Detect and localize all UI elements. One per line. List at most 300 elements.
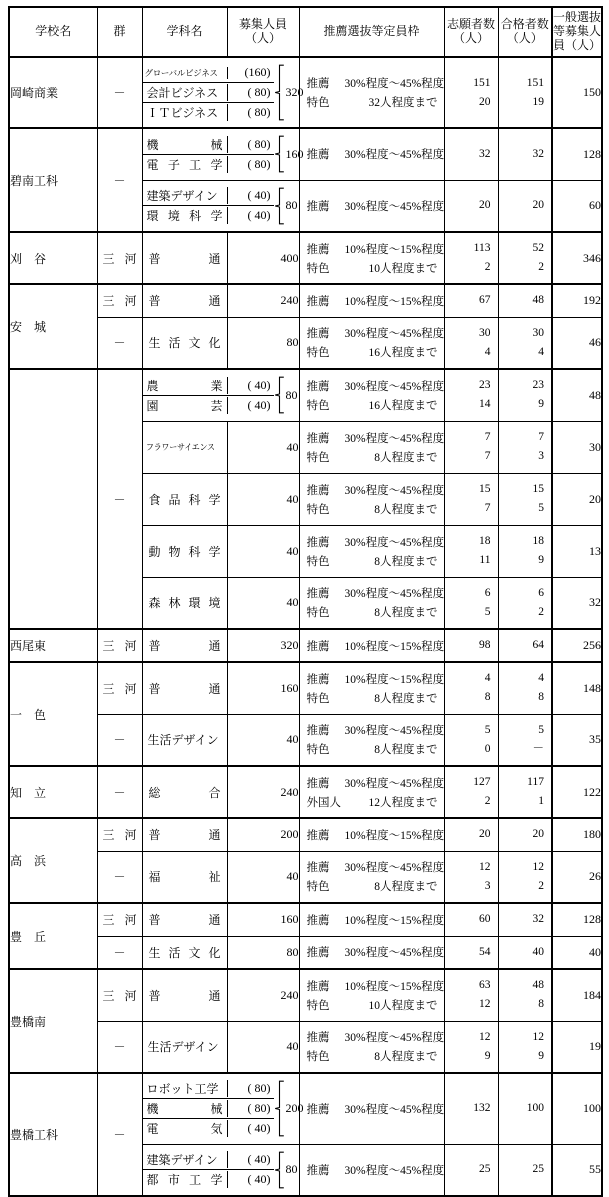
applicants-cell bbox=[444, 473, 498, 525]
applicants-cell bbox=[444, 629, 498, 662]
applicants-cell bbox=[444, 851, 498, 903]
recommendation-frame-cell bbox=[299, 662, 444, 714]
department-name: 普 通 bbox=[148, 639, 221, 653]
sub-department-name: 建築デザイン bbox=[143, 1151, 228, 1168]
frame-label: 推薦 bbox=[306, 829, 330, 842]
applicants-value: 132 bbox=[473, 1102, 491, 1115]
frame-line bbox=[300, 773, 444, 792]
general-selection-cell: 128 bbox=[552, 903, 602, 936]
general-selection-cell: 19 bbox=[552, 1021, 602, 1073]
sub-department-quota: ( 40) bbox=[247, 377, 271, 392]
quota-cell: 240 bbox=[227, 969, 299, 1021]
department-name: 森 林 環 境 bbox=[148, 596, 221, 611]
quota-cell: 400 bbox=[227, 232, 299, 284]
sub-department-row bbox=[143, 1119, 274, 1138]
frame-line bbox=[300, 343, 444, 362]
department-cell bbox=[142, 903, 227, 936]
header-quota-line2: （人） bbox=[244, 31, 281, 45]
sub-department-name: 農 業 bbox=[143, 377, 228, 394]
school-name: 知 立 bbox=[10, 785, 47, 800]
sub-department-quota: ( 80) bbox=[247, 156, 271, 171]
frame-line bbox=[300, 145, 444, 164]
header-applicants bbox=[444, 7, 498, 57]
quota-cell: 80 bbox=[227, 936, 299, 969]
applicants-value: 7 bbox=[484, 502, 491, 514]
passed-value: 5 bbox=[538, 502, 544, 514]
admissions-table bbox=[8, 6, 603, 1197]
department-cell bbox=[142, 473, 227, 525]
gun-value: － bbox=[113, 1128, 126, 1142]
sub-department-quota: ( 40) bbox=[247, 1152, 271, 1167]
frame-value: 30%程度～45%程度 bbox=[344, 1164, 445, 1177]
applicants-cell bbox=[444, 969, 498, 1021]
school-name: 一 色 bbox=[10, 707, 47, 722]
department-name: 食 品 科 学 bbox=[148, 492, 221, 507]
passed-value: 30 bbox=[532, 326, 544, 339]
passed-value: 9 bbox=[538, 554, 544, 566]
sub-department-name: ＩＴビジネス bbox=[143, 104, 228, 121]
general-selection-cell: 32 bbox=[552, 577, 602, 629]
passed-cell bbox=[498, 317, 552, 369]
school-name-cell bbox=[9, 818, 97, 903]
header-school: 学校名 bbox=[9, 7, 97, 57]
header-passed-line2: （人） bbox=[506, 31, 543, 45]
frame-label: 推薦 bbox=[306, 1103, 330, 1116]
frame-value: 30%程度～45%程度 bbox=[344, 149, 445, 162]
passed-value: 12 bbox=[532, 860, 544, 873]
applicants-value: 2 bbox=[484, 261, 491, 273]
frame-line bbox=[300, 740, 444, 759]
frame-line bbox=[300, 688, 444, 707]
recommendation-frame-cell bbox=[299, 1073, 444, 1144]
frame-label: 特色 bbox=[306, 744, 330, 757]
gun-cell bbox=[97, 969, 142, 1021]
applicants-value: 98 bbox=[479, 639, 491, 651]
frame-value: 10%程度～15%程度 bbox=[344, 640, 445, 653]
school-name: 碧南工科 bbox=[10, 173, 59, 188]
table-header bbox=[9, 7, 602, 57]
gun-cell bbox=[97, 57, 142, 128]
passed-cell bbox=[498, 232, 552, 284]
passed-cell bbox=[498, 1073, 552, 1144]
passed-cell bbox=[498, 851, 552, 903]
frame-value: 8人程度まで bbox=[374, 881, 438, 894]
sub-department-row bbox=[143, 63, 274, 83]
header-department: 学科名 bbox=[142, 7, 227, 57]
frame-label: 特色 bbox=[306, 262, 330, 275]
school-name-cell bbox=[9, 284, 97, 369]
passed-cell bbox=[498, 57, 552, 128]
passed-cell bbox=[498, 128, 552, 180]
frame-value: 8人程度まで bbox=[374, 607, 438, 620]
applicants-cell bbox=[444, 662, 498, 714]
applicants-cell bbox=[444, 818, 498, 851]
frame-value: 30%程度～45%程度 bbox=[344, 432, 445, 445]
applicants-value: 6 bbox=[484, 586, 491, 599]
table-row bbox=[9, 629, 602, 662]
sub-department-quota: ( 40) bbox=[247, 188, 271, 203]
table-row bbox=[9, 232, 602, 284]
passed-value: 20 bbox=[532, 828, 544, 841]
applicants-value: 0 bbox=[484, 742, 491, 755]
general-selection-cell: 35 bbox=[552, 714, 602, 766]
applicants-cell bbox=[444, 714, 498, 766]
school-name: 豊橋工科 bbox=[10, 1128, 59, 1142]
frame-value: 8人程度まで bbox=[374, 1051, 438, 1064]
applicants-cell bbox=[444, 903, 498, 936]
passed-cell bbox=[498, 577, 552, 629]
department-name: 普 通 bbox=[148, 828, 221, 843]
department-cell bbox=[142, 714, 227, 766]
sub-department-name: 建築デザイン bbox=[143, 187, 228, 204]
school-name-cell bbox=[9, 128, 97, 232]
frame-value: 10人程度まで bbox=[368, 999, 438, 1012]
applicants-cell bbox=[444, 57, 498, 128]
applicants-value: 20 bbox=[479, 199, 491, 212]
frame-value: 30%程度～45%程度 bbox=[344, 1032, 445, 1045]
frame-label: 特色 bbox=[306, 555, 330, 568]
passed-cell bbox=[498, 284, 552, 317]
general-selection-cell: 346 bbox=[552, 232, 602, 284]
frame-value: 8人程度まで bbox=[374, 692, 438, 705]
frame-value: 16人程度まで bbox=[368, 399, 438, 412]
sub-department-row bbox=[143, 155, 274, 174]
sub-department-quota: ( 40) bbox=[247, 1121, 271, 1136]
school-name-cell bbox=[9, 969, 97, 1073]
recommendation-frame-cell bbox=[299, 1021, 444, 1073]
general-selection-cell: 30 bbox=[552, 421, 602, 473]
frame-label: 推薦 bbox=[306, 536, 330, 549]
gun-value: － bbox=[113, 945, 126, 960]
passed-value: 100 bbox=[526, 1102, 544, 1115]
recommendation-frame-cell bbox=[299, 317, 444, 369]
gun-cell bbox=[97, 1021, 142, 1073]
applicants-value: 54 bbox=[479, 945, 491, 958]
department-quota-composite-cell bbox=[142, 369, 299, 421]
gun-value: 三 河 bbox=[102, 639, 137, 653]
passed-value: 9 bbox=[538, 1049, 544, 1062]
sub-department-quota: (160) bbox=[244, 65, 271, 79]
recommendation-frame-cell bbox=[299, 629, 444, 662]
passed-cell bbox=[498, 180, 552, 232]
passed-value: － bbox=[532, 742, 544, 755]
recommendation-frame-cell bbox=[299, 903, 444, 936]
general-selection-cell: 192 bbox=[552, 284, 602, 317]
department-name: 生 活 文 化 bbox=[148, 945, 221, 960]
school-name-cell bbox=[9, 369, 97, 629]
school-name-cell bbox=[9, 766, 97, 818]
applicants-value: 14 bbox=[479, 398, 491, 411]
frame-line bbox=[300, 910, 444, 929]
passed-cell bbox=[498, 903, 552, 936]
brace-icon bbox=[274, 129, 286, 179]
department-name: 生 活 文 化 bbox=[148, 336, 221, 351]
sub-department-quota: ( 80) bbox=[247, 136, 271, 151]
frame-value: 30%程度～45%程度 bbox=[344, 777, 445, 790]
applicants-value: 2 bbox=[484, 795, 491, 807]
department-name: 普 通 bbox=[148, 681, 221, 696]
general-selection-cell: 55 bbox=[552, 1144, 602, 1196]
recommendation-frame-cell bbox=[299, 57, 444, 128]
general-selection-cell: 26 bbox=[552, 851, 602, 903]
frame-line bbox=[300, 532, 444, 551]
passed-value: 64 bbox=[532, 639, 544, 651]
gun-cell bbox=[97, 284, 142, 317]
passed-cell bbox=[498, 1021, 552, 1073]
department-total-quota: 200 bbox=[285, 1101, 304, 1116]
department-name: 動 物 科 学 bbox=[148, 544, 221, 559]
frame-label: 特色 bbox=[306, 347, 330, 360]
applicants-value: 7 bbox=[484, 431, 491, 443]
passed-cell bbox=[498, 969, 552, 1021]
sub-department-row bbox=[143, 396, 274, 415]
passed-cell bbox=[498, 936, 552, 969]
gun-cell bbox=[97, 629, 142, 662]
table-row bbox=[9, 766, 602, 818]
frame-value: 8人程度まで bbox=[374, 451, 438, 464]
passed-value: 8 bbox=[538, 691, 544, 704]
passed-value: 40 bbox=[532, 945, 544, 958]
school-name-cell bbox=[9, 1073, 97, 1196]
quota-cell: 160 bbox=[227, 662, 299, 714]
table-row bbox=[9, 903, 602, 936]
frame-value: 10人程度まで bbox=[368, 262, 438, 275]
department-total-quota: 80 bbox=[285, 1162, 298, 1177]
sub-department-row bbox=[143, 1099, 274, 1119]
table-row bbox=[9, 936, 602, 969]
gun-value: － bbox=[113, 785, 126, 800]
applicants-cell bbox=[444, 128, 498, 180]
table-row bbox=[9, 969, 602, 1021]
header-gun: 群 bbox=[97, 7, 142, 57]
quota-cell: 80 bbox=[227, 317, 299, 369]
frame-value: 16人程度まで bbox=[368, 347, 438, 360]
school-name: 豊 丘 bbox=[10, 929, 47, 944]
passed-cell bbox=[498, 818, 552, 851]
gun-value: 三 河 bbox=[102, 681, 137, 696]
department-name: 総 合 bbox=[148, 785, 221, 800]
recommendation-frame-cell bbox=[299, 851, 444, 903]
school-name: 刈 谷 bbox=[10, 251, 47, 266]
applicants-cell bbox=[444, 525, 498, 577]
general-selection-cell: 46 bbox=[552, 317, 602, 369]
frame-label: 推薦 bbox=[306, 914, 330, 927]
sub-department-name: 機 械 bbox=[143, 1100, 228, 1117]
table-row bbox=[9, 317, 602, 369]
passed-value: 151 bbox=[526, 76, 544, 89]
applicants-value: 30 bbox=[479, 326, 491, 339]
applicants-value: 63 bbox=[479, 979, 491, 992]
applicants-value: 60 bbox=[479, 913, 491, 926]
frame-line bbox=[300, 995, 444, 1014]
frame-line bbox=[300, 480, 444, 499]
sub-department-quota: ( 40) bbox=[247, 208, 271, 223]
passed-value: 1 bbox=[538, 795, 544, 807]
department-quota-composite-cell bbox=[142, 180, 299, 232]
department-cell bbox=[142, 969, 227, 1021]
passed-value: 3 bbox=[538, 450, 544, 462]
applicants-cell bbox=[444, 936, 498, 969]
frame-label: 特色 bbox=[306, 881, 330, 894]
frame-label: 特色 bbox=[306, 399, 330, 412]
applicants-value: 15 bbox=[479, 483, 491, 495]
brace-icon bbox=[274, 1145, 286, 1195]
quota-cell: 200 bbox=[227, 818, 299, 851]
applicants-cell bbox=[444, 369, 498, 421]
general-selection-cell: 100 bbox=[552, 1073, 602, 1144]
recommendation-frame-cell bbox=[299, 525, 444, 577]
frame-label: 推薦 bbox=[306, 295, 330, 308]
table-row bbox=[9, 369, 602, 421]
frame-line bbox=[300, 636, 444, 655]
passed-cell bbox=[498, 766, 552, 818]
general-selection-cell: 20 bbox=[552, 473, 602, 525]
passed-value: 19 bbox=[532, 95, 544, 108]
recommendation-frame-cell bbox=[299, 1144, 444, 1196]
frame-label: 推薦 bbox=[306, 673, 330, 686]
frame-label: 推薦 bbox=[306, 484, 330, 497]
frame-label: 特色 bbox=[306, 607, 330, 620]
passed-value: 48 bbox=[532, 294, 544, 307]
frame-label: 推薦 bbox=[306, 1164, 330, 1177]
passed-cell bbox=[498, 369, 552, 421]
recommendation-frame-cell bbox=[299, 936, 444, 969]
passed-cell bbox=[498, 714, 552, 766]
recommendation-frame-cell bbox=[299, 818, 444, 851]
applicants-value: 12 bbox=[479, 998, 491, 1011]
frame-label: 推薦 bbox=[306, 1032, 330, 1045]
frame-value: 30%程度～45%程度 bbox=[344, 380, 445, 393]
passed-value: 32 bbox=[532, 147, 544, 160]
frame-value: 30%程度～45%程度 bbox=[344, 588, 445, 601]
gun-cell bbox=[97, 936, 142, 969]
sub-department-quota: ( 40) bbox=[247, 1172, 271, 1187]
frame-line bbox=[300, 74, 444, 93]
general-selection-cell: 128 bbox=[552, 128, 602, 180]
sub-department-name: 会計ビジネス bbox=[143, 84, 228, 101]
header-general-line1: 一般選抜 bbox=[553, 10, 602, 25]
frame-line bbox=[300, 499, 444, 518]
gun-cell bbox=[97, 851, 142, 903]
frame-line bbox=[300, 93, 444, 112]
department-name: フラワーサイエンス bbox=[145, 442, 215, 452]
frame-line bbox=[300, 239, 444, 258]
applicants-cell bbox=[444, 317, 498, 369]
gun-cell bbox=[97, 128, 142, 232]
department-total-quota: 80 bbox=[285, 198, 298, 213]
applicants-value: 3 bbox=[484, 879, 491, 892]
frame-line bbox=[300, 1099, 444, 1118]
frame-value: 8人程度まで bbox=[374, 744, 438, 757]
recommendation-frame-cell bbox=[299, 421, 444, 473]
sub-department-quota: ( 80) bbox=[247, 105, 271, 119]
department-name: 普 通 bbox=[148, 294, 221, 309]
passed-value: 2 bbox=[538, 261, 544, 273]
table-row bbox=[9, 851, 602, 903]
sub-department-row bbox=[143, 376, 274, 396]
header-passed-line1: 合格者数 bbox=[500, 17, 549, 32]
table-row bbox=[9, 1021, 602, 1073]
frame-line bbox=[300, 584, 444, 603]
applicants-value: 32 bbox=[479, 147, 491, 160]
passed-value: 20 bbox=[532, 199, 544, 212]
brace-icon bbox=[274, 370, 286, 420]
frame-line bbox=[300, 395, 444, 414]
applicants-cell bbox=[444, 766, 498, 818]
sub-department-quota: ( 80) bbox=[247, 1081, 271, 1096]
department-cell bbox=[142, 766, 227, 818]
gun-cell bbox=[97, 714, 142, 766]
header-quota-line1: 募集人員 bbox=[238, 17, 287, 32]
frame-label: 特色 bbox=[306, 97, 330, 109]
header-general-selection bbox=[552, 7, 602, 57]
passed-cell bbox=[498, 1144, 552, 1196]
frame-line bbox=[300, 447, 444, 466]
passed-value: 18 bbox=[532, 535, 544, 547]
gun-value: － bbox=[113, 733, 126, 748]
table-body bbox=[9, 57, 602, 1196]
recommendation-frame-cell bbox=[299, 128, 444, 180]
header-applicants-line1: 志願者数 bbox=[446, 17, 495, 32]
sub-department-row bbox=[143, 1170, 274, 1189]
department-name: 普 通 bbox=[148, 988, 221, 1003]
department-cell bbox=[142, 851, 227, 903]
frame-label: 推薦 bbox=[306, 200, 330, 213]
quota-cell: 40 bbox=[227, 421, 299, 473]
applicants-value: 5 bbox=[484, 723, 491, 736]
gun-value: － bbox=[113, 173, 126, 188]
general-selection-cell: 184 bbox=[552, 969, 602, 1021]
frame-value: 8人程度まで bbox=[374, 503, 438, 516]
department-cell bbox=[142, 577, 227, 629]
frame-label: 推薦 bbox=[306, 243, 330, 256]
frame-value: 10%程度～15%程度 bbox=[344, 980, 445, 993]
frame-label: 推薦 bbox=[306, 777, 330, 790]
frame-value: 32人程度まで bbox=[368, 97, 438, 109]
applicants-cell bbox=[444, 1144, 498, 1196]
sub-department-quota: ( 80) bbox=[247, 1101, 271, 1116]
general-selection-cell: 180 bbox=[552, 818, 602, 851]
department-quota-composite-cell bbox=[142, 1073, 304, 1144]
passed-value: 4 bbox=[538, 672, 544, 685]
sub-department-row bbox=[143, 206, 274, 225]
department-total-quota: 160 bbox=[285, 146, 304, 161]
gun-cell bbox=[97, 232, 142, 284]
passed-value: 32 bbox=[532, 913, 544, 926]
frame-label: 推薦 bbox=[306, 980, 330, 993]
sub-department-name: 園 芸 bbox=[143, 397, 228, 414]
frame-line bbox=[300, 258, 444, 277]
applicants-value: 18 bbox=[479, 535, 491, 547]
gun-value: 三 河 bbox=[102, 251, 137, 266]
gun-value: 三 河 bbox=[102, 913, 137, 928]
department-cell bbox=[142, 421, 227, 473]
frame-label: 推薦 bbox=[306, 588, 330, 601]
frame-line bbox=[300, 603, 444, 622]
sub-department-row bbox=[143, 83, 274, 103]
department-name: 生活デザイン bbox=[147, 733, 219, 748]
passed-cell bbox=[498, 421, 552, 473]
quota-cell: 40 bbox=[227, 577, 299, 629]
passed-cell bbox=[498, 473, 552, 525]
frame-line bbox=[300, 877, 444, 896]
header-recommendation-frame: 推薦選抜等定員枠 bbox=[299, 7, 444, 57]
general-selection-cell: 60 bbox=[552, 180, 602, 232]
quota-cell: 240 bbox=[227, 766, 299, 818]
quota-cell: 40 bbox=[227, 525, 299, 577]
passed-value: 117 bbox=[527, 776, 544, 788]
passed-value: 4 bbox=[538, 345, 544, 358]
